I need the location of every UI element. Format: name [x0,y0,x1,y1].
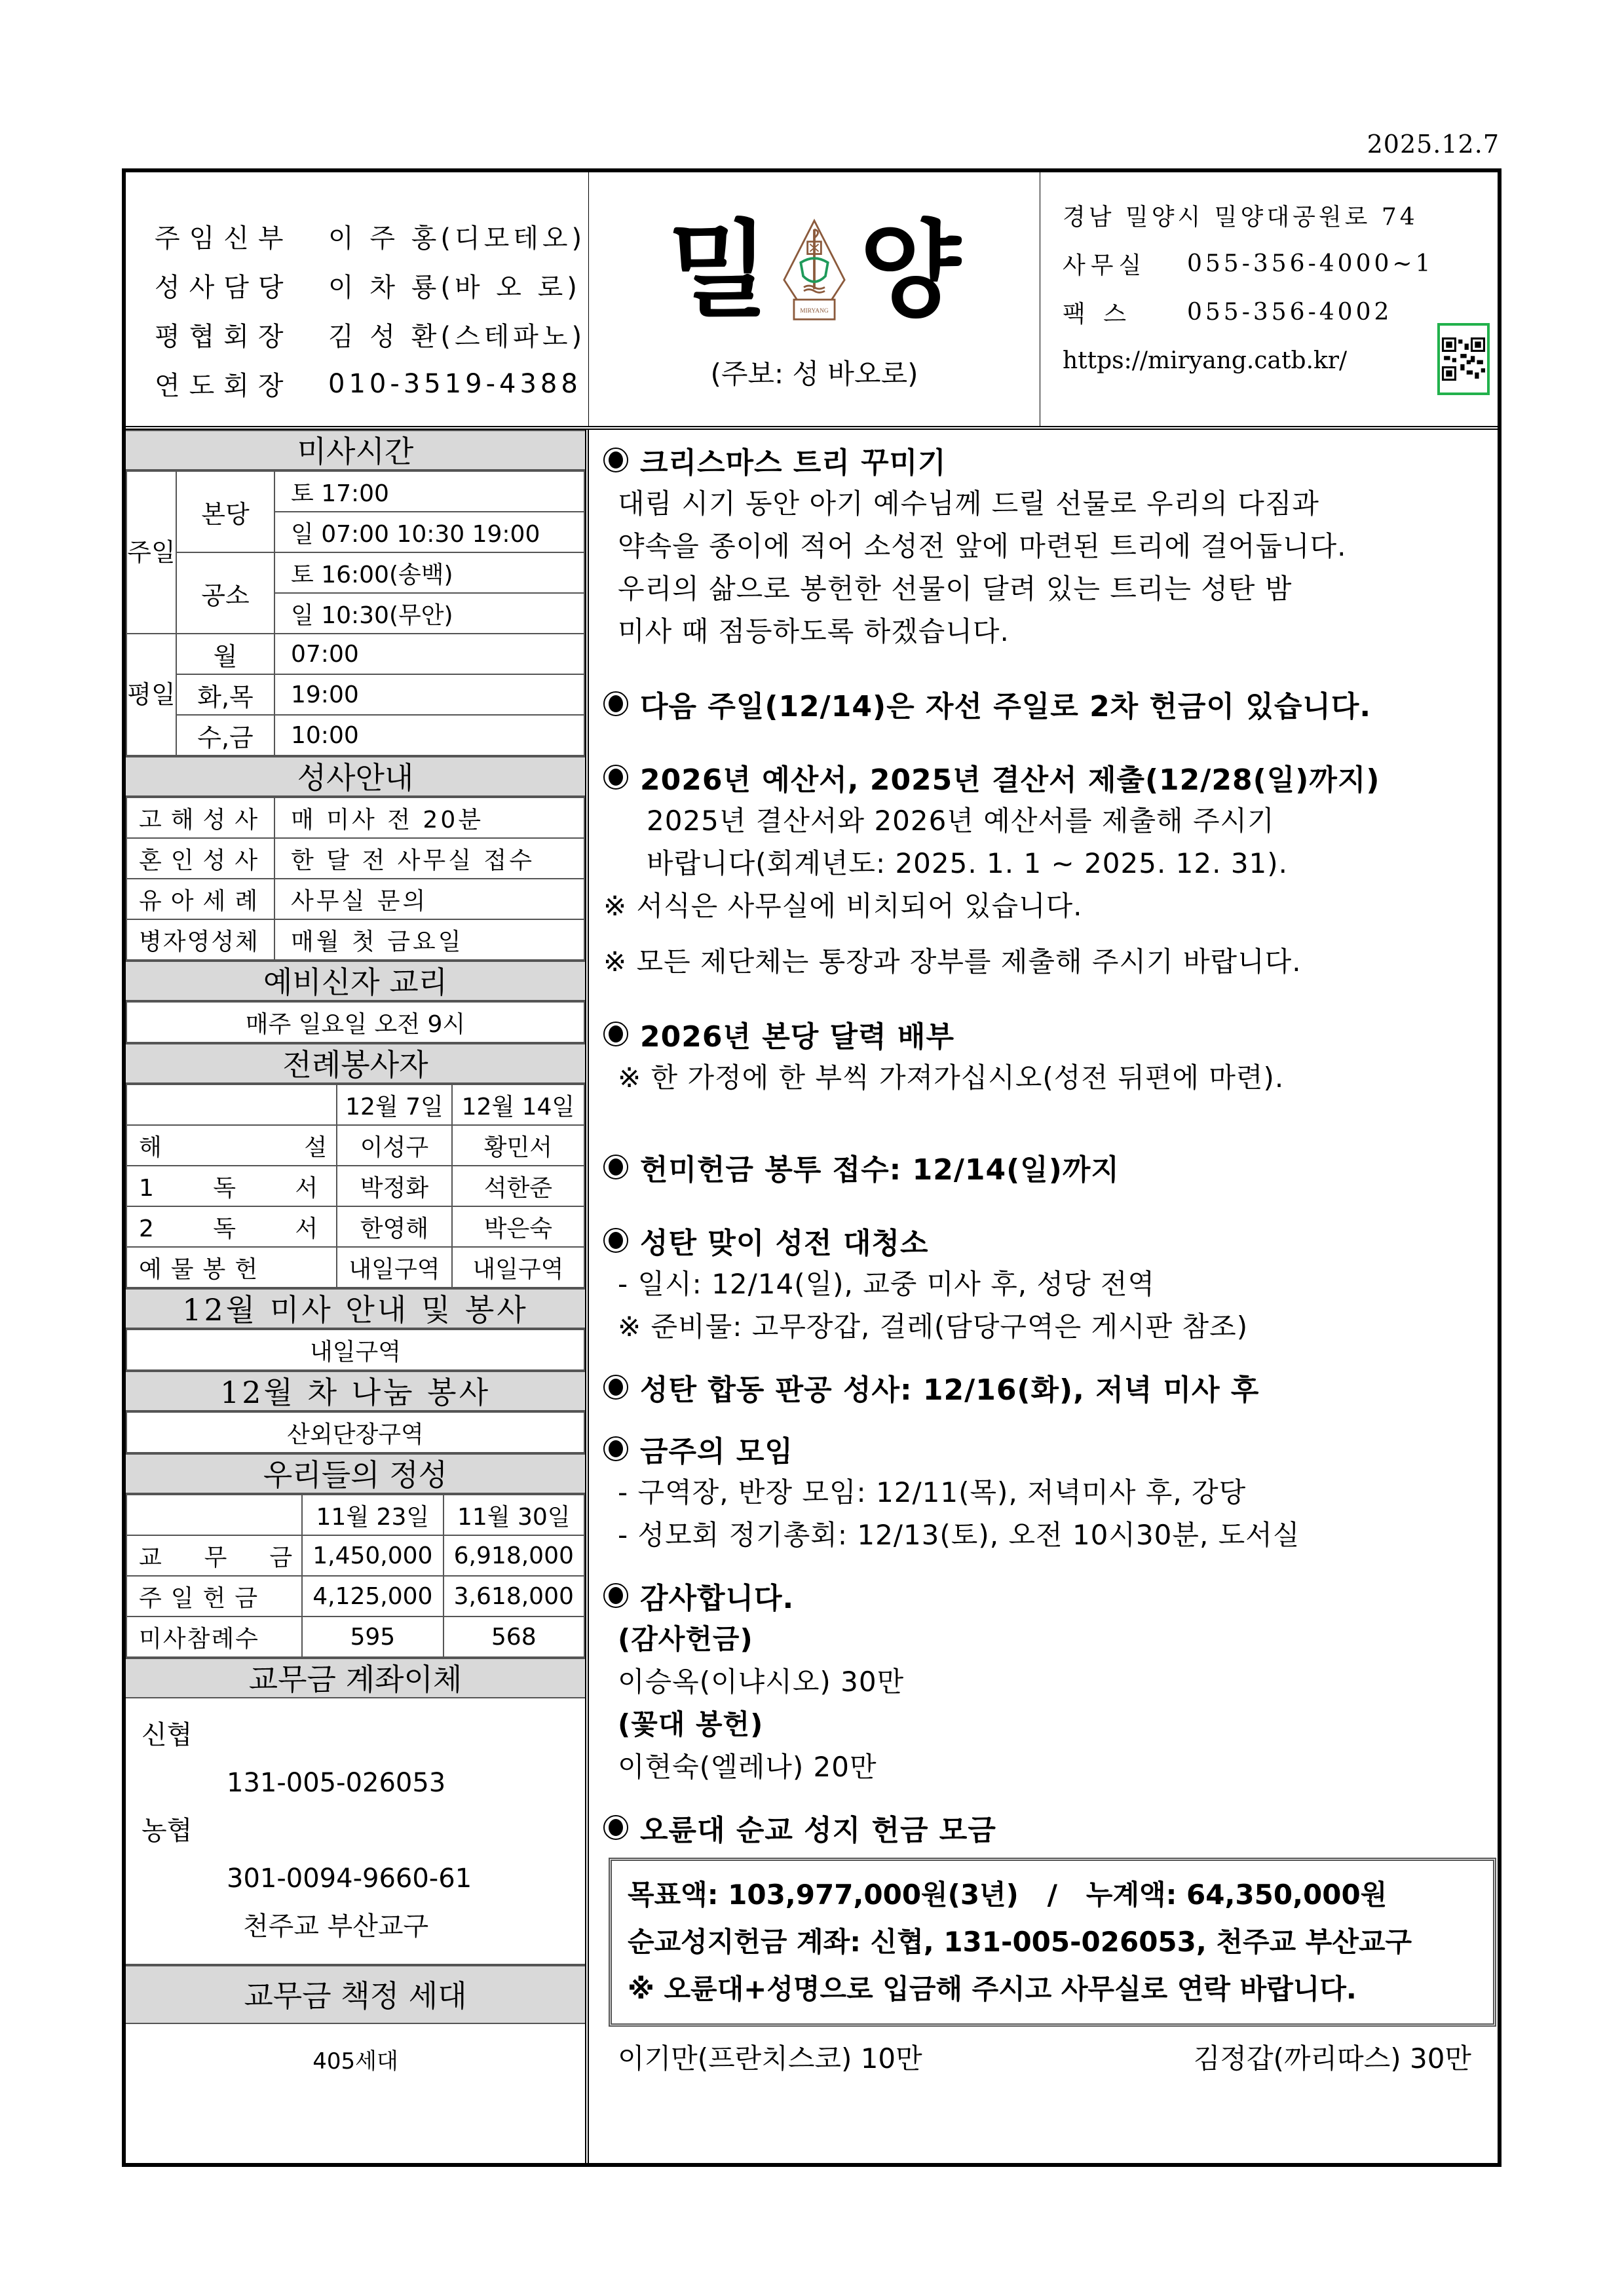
bulletin-header [126,172,1498,430]
sacraments-heading: 성사안내 [126,756,585,797]
bank-name: 농협 [142,1816,193,1846]
account-owner: 천주교 부산교구 [243,1911,429,1942]
announcement-line: 대림 시기 동안 아기 예수님께 드릴 선물로 우리의 다짐과 [618,488,1319,520]
weekday-label: 평일 [126,634,176,756]
staff-role: 평협회장 [155,322,293,352]
minister-name: 이성구 [337,1125,452,1166]
bulletin-date: 2025.12.7 [1367,130,1500,159]
empty-cell [126,1084,337,1125]
fund-box [609,1858,1496,2027]
masthead [589,172,1040,426]
fax-label: 팩 스 [1063,300,1131,328]
minister-date: 12월 14일 [452,1084,584,1125]
offering-label: 주일헌금 [126,1576,302,1617]
sacrament-label: 유아세례 [126,879,274,919]
sacrament-label: 혼인성사 [126,838,274,879]
radio-bullet-icon [603,1375,628,1400]
dec-mass-value: 내일구역 [126,1330,584,1370]
announcement-title-text: 헌미헌금 봉투 접수: 12/14(일)까지 [640,1153,1120,1187]
staff-name: 이 차 룡(바 오 로) [328,273,581,303]
fax-row [1063,288,1498,336]
address: 경남 밀양시 밀양대공원로 74 [1063,203,1418,231]
offering-value: 1,450,000 [302,1535,443,1576]
announcement-title-text: 크리스마스 트리 꾸미기 [640,446,947,480]
announcement-line: (꽃대 봉헌) [618,1708,764,1740]
offering-label: 미사참례수 [126,1617,302,1657]
minister-name: 내일구역 [337,1247,452,1288]
title-left: 밀 [668,209,769,332]
catechumen-table [126,1001,585,1043]
sacrament-label: 고해성사 [126,797,274,838]
households-heading: 교무금 책정 세대 [126,1965,585,2024]
svg-text:MIRYANG: MIRYANG [800,308,829,315]
announcement-title [603,438,1483,482]
minister-name: 석한준 [452,1166,584,1206]
announcement-note: ※ 한 가정에 한 부씩 가져가십시오(성전 뒤편에 마련). [618,1062,1285,1094]
ministers-table [126,1084,585,1288]
sacrament-label: 병자영성체 [126,919,274,960]
announcement-line: ※ 준비물: 고무장갑, 걸레(담당구역은 게시판 참조) [618,1311,1249,1343]
offering-date: 11월 30일 [444,1495,584,1535]
office-phone: 055-356-4000~1 [1187,250,1434,277]
minister-name: 한영해 [337,1206,452,1247]
info-sidebar [126,430,589,2163]
mass-time: 일 07:00 10:30 19:00 [274,512,584,552]
mass-time: 토 16:00(송백) [274,552,584,593]
announcement-line: 바랍니다(회계년도: 2025. 1. 1 ~ 2025. 12. 31). [647,847,1289,879]
announcement-line: - 일시: 12/14(일), 교중 미사 후, 성당 전역 [618,1268,1156,1300]
offerings-heading: 우리들의 정성 [126,1453,585,1494]
announcement-title-text: 2026년 예산서, 2025년 결산서 제출(12/28(일)까지) [640,763,1380,797]
place-label: 공소 [176,552,274,634]
announcement-title-text: 2026년 본당 달력 배부 [640,1020,954,1054]
qr-code-icon[interactable] [1437,323,1490,395]
fund-target: 목표액: 103,977,000원(3년) / 누계액: 64,350,000원 [628,1879,1388,1911]
offerings-table [126,1494,585,1658]
sacrament-value: 한 달 전 사무실 접수 [274,838,584,879]
announcement-title [603,1805,1483,1850]
patron-subtitle: (주보: 성 바오로) [710,358,918,390]
catechumen-heading: 예비신자 교리 [126,961,585,1001]
minister-role: 해 설 [126,1125,337,1166]
radio-bullet-icon [603,1022,628,1046]
minister-name: 내일구역 [452,1247,584,1288]
mass-time: 토 17:00 [274,471,584,512]
donor: 이기만(프란치스코) 10만 [618,2042,922,2075]
title-right: 양 [859,209,961,332]
weekday-day: 화,목 [176,674,274,715]
radio-bullet-icon [603,1815,628,1840]
empty-cell [126,1495,302,1535]
dec-tea-table [126,1411,585,1453]
office-phone-row [1063,239,1498,288]
mass-times-heading: 미사시간 [126,430,585,470]
staff-list [126,172,589,426]
account-number: 131-005-026053 [227,1768,446,1798]
staff-role: 성사담당 [155,273,293,303]
announcement-line: (감사헌금) [618,1623,753,1655]
sunday-label: 주일 [126,471,176,634]
parish-logo-icon [778,218,850,323]
website-link[interactable]: https://miryang.catb.kr/ [1063,347,1348,374]
staff-role: 주임신부 [155,223,293,254]
announcement-title [603,1012,1483,1056]
contact-info [1040,172,1498,426]
staff-row [155,359,588,408]
announcement-title-text: 성탄 맞이 성전 대청소 [640,1227,929,1260]
mass-time: 07:00 [274,634,584,674]
announcement-line: 이승옥(이냐시오) 30만 [618,1666,905,1698]
radio-bullet-icon [603,1228,628,1253]
fund-note: ※ 오륜대+성명으로 입금해 주시고 사무실로 연락 바랍니다. [628,1973,1357,2005]
announcement-title-text: 감사합니다. [640,1582,795,1615]
announcement-note: ※ 서식은 사무실에 비치되어 있습니다. [603,890,1083,922]
announcement-title-text: 다음 주일(12/14)은 자선 주일로 2차 헌금이 있습니다. [640,690,1372,723]
sacraments-table [126,797,585,961]
bank-name: 신협 [142,1720,193,1750]
announcement-title [603,1145,1483,1189]
dec-mass-table [126,1329,585,1371]
minister-name: 황민서 [452,1125,584,1166]
parish-title [589,209,1040,332]
staff-row [155,261,588,310]
announcement-note: ※ 모든 제단체는 통장과 장부를 제출해 주시기 바랍니다. [603,946,1302,978]
offering-value: 6,918,000 [444,1535,584,1576]
fund-donors [603,2027,1483,2076]
offering-value: 3,618,000 [444,1576,584,1617]
dec-tea-heading: 12월 차 나눔 봉사 [126,1371,585,1411]
staff-name: 010-3519-4388 [328,368,582,399]
staff-row [155,212,588,261]
sacrament-value: 매월 첫 금요일 [274,919,584,960]
mass-time: 19:00 [274,674,584,715]
offering-label: 교 무 금 [126,1535,302,1576]
transfer-heading: 교무금 계좌이체 [126,1658,585,1698]
catechumen-value: 매주 일요일 오전 9시 [126,1002,584,1043]
weekday-day: 수,금 [176,715,274,756]
announcement-title [603,1426,1483,1471]
announcement-line: 2025년 결산서와 2026년 예산서를 제출해 주시기 [647,805,1275,837]
sacrament-value: 사무실 문의 [274,879,584,919]
announcement-title [603,1218,1483,1263]
sacrament-value: 매 미사 전 20분 [274,797,584,838]
radio-bullet-icon [603,1155,628,1179]
announcement-title [603,755,1483,799]
place-label: 본당 [176,471,274,552]
radio-bullet-icon [603,765,628,790]
radio-bullet-icon [603,1583,628,1608]
minister-name: 박은숙 [452,1206,584,1247]
ministers-heading: 전례봉사자 [126,1043,585,1084]
account-number: 301-0094-9660-61 [227,1864,472,1894]
announcement-line: 우리의 삶으로 봉헌한 선물이 달려 있는 트리는 성탄 밤 [618,573,1293,605]
announcement-line: - 성모회 정기총회: 12/13(토), 오전 10시30분, 도서실 [618,1519,1300,1551]
offering-value: 4,125,000 [302,1576,443,1617]
radio-bullet-icon [603,691,628,716]
offering-date: 11월 23일 [302,1495,443,1535]
minister-role: 1 독 서 [126,1166,337,1206]
announcement-title [603,1365,1483,1409]
households-value: 405세대 [312,2048,398,2075]
dec-tea-value: 산외단장구역 [126,1412,584,1453]
announcement-title [603,681,1483,726]
mass-time: 10:00 [274,715,584,756]
staff-row [155,310,588,359]
offering-value: 568 [444,1617,584,1657]
minister-name: 박정화 [337,1166,452,1206]
announcement-line: 이현숙(엘레나) 20만 [618,1751,877,1783]
staff-role: 연도회장 [155,371,293,401]
office-label: 사무실 [1063,252,1147,279]
weekday-day: 월 [176,634,274,674]
staff-name: 김 성 환(스테파노) [328,322,586,352]
announcement-line: 미사 때 점등하도록 하겠습니다. [618,615,1010,647]
donor: 김정갑(까리따스) 30만 [1193,2042,1471,2075]
bulletin-frame [122,168,1501,2167]
announcement-title [603,1573,1483,1618]
announcement-title-text: 성탄 합동 판공 성사: 12/16(화), 저녁 미사 후 [640,1373,1260,1407]
announcement-line: - 구역장, 반장 모임: 12/11(목), 저녁미사 후, 강당 [618,1476,1247,1508]
announcements [589,430,1498,2163]
mass-time: 일 10:30(무안) [274,593,584,634]
minister-role: 예물봉헌 [126,1247,337,1288]
announcement-line: 약속을 종이에 적어 소성전 앞에 마련된 트리에 걸어둡니다. [618,530,1347,562]
announcement-title-text: 금주의 모임 [640,1435,793,1468]
staff-name: 이 주 홍(디모테오) [328,223,586,254]
radio-bullet-icon [603,1436,628,1461]
bank-accounts [126,1698,585,1965]
fax-number: 055-356-4002 [1187,298,1393,326]
dec-mass-heading: 12월 미사 안내 및 봉사 [126,1288,585,1329]
radio-bullet-icon [603,448,628,472]
mass-times-table [126,470,585,756]
minister-date: 12월 7일 [337,1084,452,1125]
fund-account: 순교성지헌금 계좌: 신협, 131-005-026053, 천주교 부산교구 [628,1926,1412,1958]
announcement-title-text: 오륜대 순교 성지 헌금 모금 [640,1814,996,1847]
offering-value: 595 [302,1617,443,1657]
minister-role: 2 독 서 [126,1206,337,1247]
